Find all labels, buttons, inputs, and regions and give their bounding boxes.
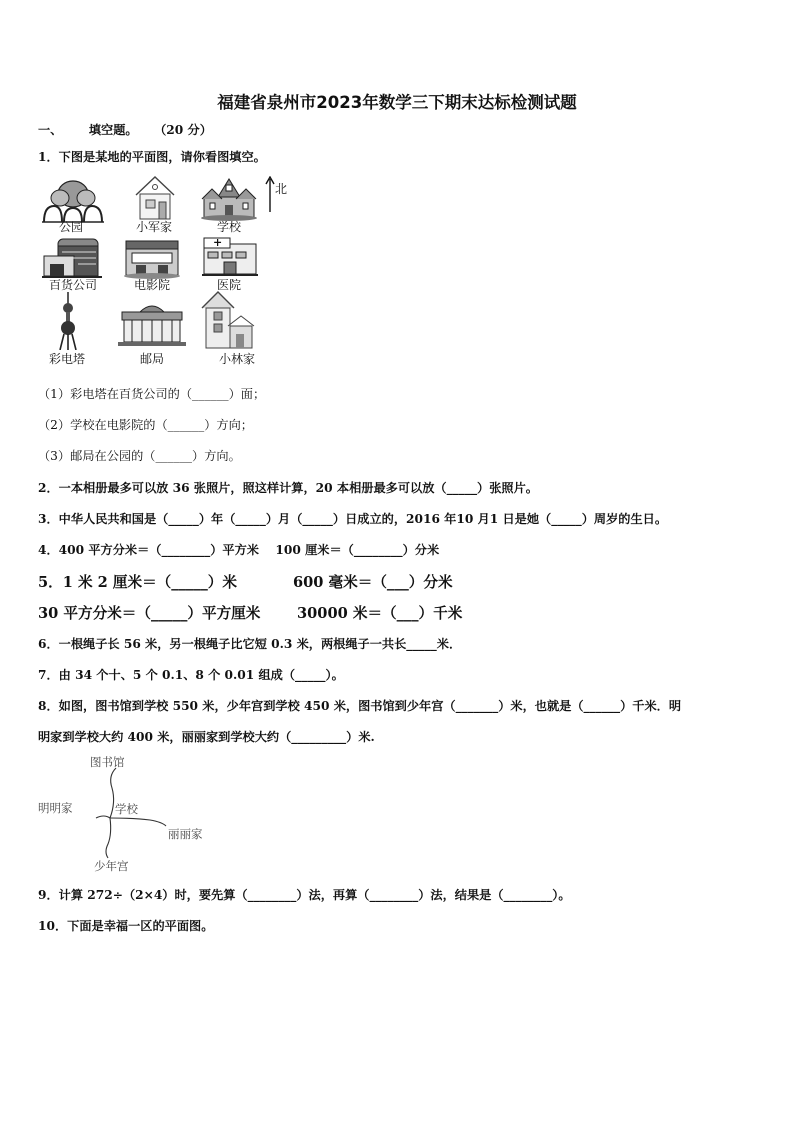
page-title: 福建省泉州市2023年数学三下期末达标检测试题 (217, 93, 577, 112)
question-4: 4．400 平方分米＝（________）平方米 100 厘米＝（________）分米 (38, 543, 440, 557)
route-map (38, 752, 238, 874)
place-label-post-office: 邮局 (139, 352, 164, 366)
map-figure (38, 170, 298, 370)
section-number: 一、 (38, 123, 63, 137)
question-7: 7．由 34 个十、5 个 0.1、8 个 0.01 组成（_____）。 (38, 668, 344, 682)
hospital-icon (200, 234, 260, 278)
question-5-part-a: 5．1 米 2 厘米＝（_____）米 (38, 574, 237, 591)
north-label: 北 (275, 182, 288, 196)
question-6: 6．一根绳子长 56 米，另一根绳子比它短 0.3 米，两根绳子一共长_____米． (38, 637, 462, 651)
place-label-cinema: 电影院 (133, 278, 170, 292)
park-icon (40, 176, 106, 224)
post-office-icon (114, 300, 190, 348)
question-1-sub-1: （1）彩电塔在百货公司的（______）面； (38, 387, 266, 401)
map-label-youth-palace: 少年宫 (94, 859, 129, 873)
section-score: （20 分） (154, 123, 212, 137)
hospital-cross: + (213, 236, 223, 249)
map-label-mingming-home: 明明家 (38, 801, 73, 815)
tall-house-icon (198, 290, 258, 350)
map-label-school: 学校 (115, 802, 138, 816)
place-label-park: 公园 (58, 220, 83, 234)
question-8-line-2: 明家到学校大约 400 米，丽丽家到学校大约（_________）米. (38, 730, 375, 744)
map-label-library: 图书馆 (90, 755, 125, 769)
question-5-part-c: 30 平方分米＝（_____）平方厘米 (38, 605, 261, 622)
house-icon (134, 175, 176, 221)
question-1-sub-3: （3）邮局在公园的（______）方向。 (38, 449, 241, 463)
place-label-tv-tower: 彩电塔 (48, 352, 85, 366)
question-1-sub-2: （2）学校在电影院的（______）方向； (38, 418, 253, 432)
cinema-icon (122, 237, 182, 279)
question-1-stem: 1．下图是某地的平面图，请你看图填空。 (38, 150, 266, 164)
section-heading (38, 121, 212, 138)
question-5-part-d: 30000 米＝（___）千米 (297, 605, 463, 622)
section-name: 填空题。 (88, 123, 138, 137)
place-label-department-store: 百货公司 (48, 278, 97, 292)
question-8-line-1: 8．如图，图书馆到学校 550 米，少年宫到学校 450 米，图书馆到少年宫（_______）米，也就是（______）千米．明 (38, 699, 682, 713)
school-icon (198, 173, 260, 221)
department-store-icon (42, 236, 102, 280)
place-label-hospital: 医院 (216, 278, 241, 292)
tv-tower-icon (56, 292, 80, 350)
question-5-part-b: 600 毫米＝（___）分米 (293, 574, 453, 591)
question-2: 2．一本相册最多可以放 36 张照片，照这样计算，20 本相册最多可以放（_____）张照片。 (38, 481, 538, 495)
map-label-lili-home: 丽丽家 (168, 827, 203, 841)
place-label-xiaojun-home: 小军家 (135, 220, 172, 234)
place-label-school: 学校 (216, 220, 241, 234)
question-3: 3．中华人民共和国是（_____）年（_____）月（_____）日成立的，2016 年10 月1 日是她（_____）周岁的生日。 (38, 512, 668, 526)
question-9: 9．计算 272÷（2×4）时，要先算（________）法，再算（________）法，结果是（________）。 (38, 888, 571, 902)
place-label-xiaolin-home: 小林家 (218, 352, 255, 366)
question-10: 10．下面是幸福一区的平面图。 (38, 919, 214, 933)
